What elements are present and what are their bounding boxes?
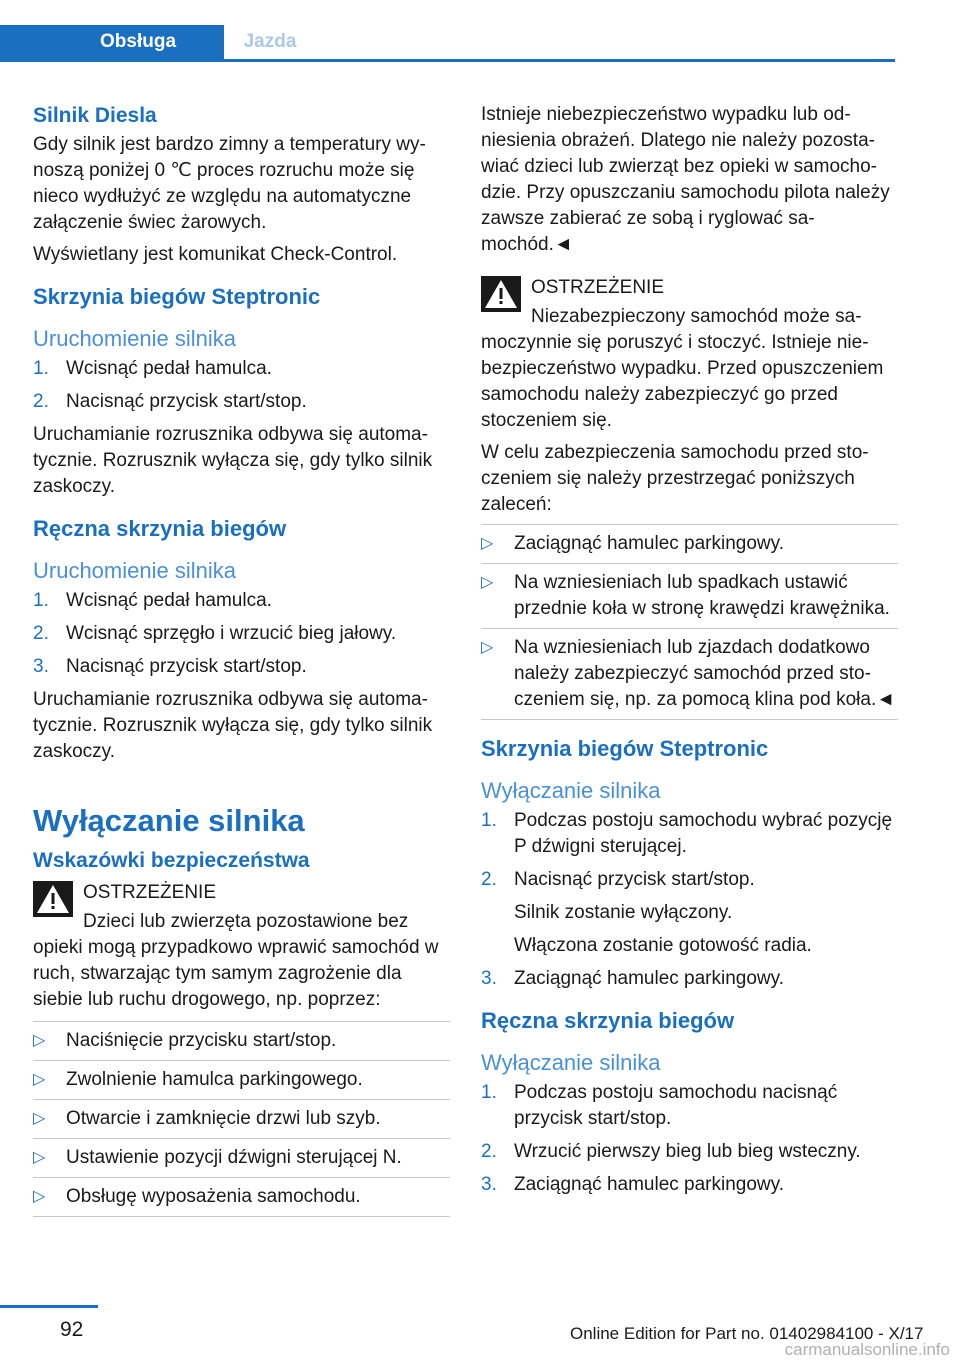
list-item-text: Obsługę wyposażenia samochodu. — [66, 1186, 361, 1207]
warning-title: OSTRZEŻENIE — [531, 277, 665, 298]
engine-off-heading: Wyłączanie silnika — [33, 803, 305, 838]
rolling-protection-paragraph: W celu zabezpieczenia samochodu przed stoczeniem się należy przestrzegać poniższych zaleceń: — [481, 442, 869, 515]
list-item-text: Zaciągnąć hamulec parkingowy. — [514, 533, 785, 554]
step-text: Wcisnąć pedał hamulca. — [66, 590, 272, 611]
step-text: Wrzucić pierwszy bieg lub bieg wsteczny. — [514, 1141, 861, 1162]
list-item — [33, 1022, 450, 1061]
step-text: Zaciągnąć hamulec parkingowy. — [514, 968, 785, 989]
warning-text: Dzieci lub zwierzęta pozostawione bez opieki mogą przypadkowo wprawić samochód w ruch, stwarzając tym samym zagrożenie dla siebie lub ruchu drogowego, np. poprzez: — [33, 911, 439, 1010]
check-control-paragraph: Wyświetlany jest komunikat Check-Control. — [33, 244, 398, 265]
list-item — [481, 629, 898, 720]
step-text: Nacisnąć przycisk start/stop. — [66, 656, 307, 677]
diesel-heading: Silnik Diesla — [33, 104, 157, 127]
manual-off-steps — [481, 1080, 898, 1198]
list-item — [33, 1178, 450, 1217]
steptronic-off-subheading: Wyłączanie silnika — [481, 778, 661, 803]
warning-block — [481, 272, 898, 434]
watermark: carmanualsonline.info — [784, 1340, 950, 1359]
list-item — [33, 1139, 450, 1178]
list-item — [33, 1100, 450, 1139]
warning-triangle-icon — [33, 881, 73, 917]
manual-start-steps — [33, 588, 450, 680]
step-subtext: Włączona zostanie gotowość radia. — [514, 935, 812, 956]
steptronic-off-steps — [481, 808, 898, 992]
list-item-text: Na wzniesieniach lub zjazdach dodatkowo należy zabezpieczyć samochód przed stoczeniem się, np. za pomocą klina pod koła.◄ — [514, 637, 896, 710]
list-item — [481, 808, 898, 860]
manual-off-subheading: Wyłączanie silnika — [481, 1050, 661, 1075]
step-text: Nacisnąć przycisk start/stop. — [66, 391, 307, 412]
step-number: 1. — [481, 810, 497, 831]
step-text: Nacisnąć przycisk start/stop. — [514, 869, 755, 890]
triangle-bullet-icon: ▷ — [481, 639, 494, 656]
list-item — [33, 621, 450, 647]
warning-title: OSTRZEŻENIE — [83, 882, 217, 903]
warning-continuation-paragraph: Istnieje niebezpieczeństwo wypadku lub odniesienia obrażeń. Dlatego nie należy pozostawiać dzieci lub zwierząt bez opieki w samochodzie. Przy opuszczaniu samochodu pilota należy zawsze zabierać ze sobą i ryglować samochód.◄ — [481, 104, 890, 255]
triangle-bullet-icon: ▷ — [33, 1110, 46, 1127]
list-item — [33, 389, 450, 415]
page-number: 92 — [60, 1318, 84, 1341]
list-item — [481, 867, 898, 959]
step-text: Wcisnąć sprzęgło i wrzucić bieg jałowy. — [66, 623, 397, 644]
manual-start-heading: Ręczna skrzynia biegów — [33, 516, 287, 541]
list-item-text: Na wzniesieniach lub spadkach ustawić przednie koła w stronę krawędzi krawężnika. — [514, 572, 890, 619]
step-number: 1. — [481, 1082, 497, 1103]
steptronic-start-heading: Skrzynia biegów Steptronic — [33, 284, 321, 309]
list-item — [481, 525, 898, 564]
step-text: Wcisnąć pedał hamulca. — [66, 358, 272, 379]
list-item — [481, 966, 898, 992]
manual-start-subheading: Uruchomienie silnika — [33, 558, 236, 583]
step-number: 3. — [33, 656, 49, 677]
step-text: Podczas postoju samochodu nacisnąć przycisk start/stop. — [514, 1082, 838, 1129]
step-number: 3. — [481, 968, 497, 989]
section-tabs — [0, 25, 895, 62]
warning-list — [33, 1021, 450, 1217]
right-column — [481, 102, 898, 1205]
step-text: Zaciągnąć hamulec parkingowy. — [514, 1174, 785, 1195]
step-number: 2. — [481, 869, 497, 890]
list-item-text: Zwolnienie hamulca parkingowego. — [66, 1069, 363, 1090]
list-item-text: Ustawienie pozycji dźwigni sterującej N. — [66, 1147, 402, 1168]
tab-jazda[interactable]: Jazda — [243, 31, 297, 52]
step-number: 2. — [33, 623, 49, 644]
steptronic-start-steps — [33, 356, 450, 415]
steptronic-start-paragraph: Uruchamianie rozrusznika odbywa się automatycznie. Rozrusznik wyłącza się, gdy tylko silnik zaskoczy. — [33, 424, 433, 497]
list-item — [481, 1080, 898, 1132]
warning-block — [33, 877, 450, 1013]
list-item-text: Otwarcie i zamknięcie drzwi lub szyb. — [66, 1108, 381, 1129]
steptronic-off-heading: Skrzynia biegów Steptronic — [481, 736, 769, 761]
triangle-bullet-icon: ▷ — [33, 1188, 46, 1205]
tab-obsluga[interactable]: Obsługa — [0, 25, 224, 59]
list-item — [33, 356, 450, 382]
step-number: 3. — [481, 1174, 497, 1195]
triangle-bullet-icon: ▷ — [33, 1032, 46, 1049]
diesel-paragraph: Gdy silnik jest bardzo zimny a temperatury wynoszą poniżej 0 ℃ proces rozruchu może się nieco wydłużyć ze względu na automatyczne załączenie świec żarowych. — [33, 134, 426, 233]
triangle-bullet-icon: ▷ — [33, 1071, 46, 1088]
rolling-protection-list — [481, 524, 898, 720]
steptronic-start-subheading: Uruchomienie silnika — [33, 326, 236, 351]
list-item — [33, 1061, 450, 1100]
step-number: 2. — [33, 391, 49, 412]
step-number: 1. — [33, 590, 49, 611]
safety-heading: Wskazówki bezpieczeństwa — [33, 849, 310, 872]
left-column — [33, 102, 450, 1217]
list-item — [33, 588, 450, 614]
list-item-text: Naciśnięcie przycisku start/stop. — [66, 1030, 337, 1051]
warning-triangle-icon — [481, 276, 521, 312]
manual-start-paragraph: Uruchamianie rozrusznika odbywa się automatycznie. Rozrusznik wyłącza się, gdy tylko silnik zaskoczy. — [33, 689, 433, 762]
step-subtext: Silnik zostanie wyłączony. — [514, 902, 733, 923]
list-item — [481, 1172, 898, 1198]
list-item — [481, 1139, 898, 1165]
footer-rule — [0, 1305, 98, 1308]
triangle-bullet-icon: ▷ — [33, 1149, 46, 1166]
triangle-bullet-icon: ▷ — [481, 574, 494, 591]
list-item — [33, 654, 450, 680]
step-number: 2. — [481, 1141, 497, 1162]
step-text: Podczas postoju samochodu wybrać pozycję P dźwigni sterującej. — [514, 810, 893, 857]
list-item — [481, 564, 898, 629]
edition-note: Online Edition for Part no. 01402984100 - X/17 — [570, 1324, 924, 1343]
step-number: 1. — [33, 358, 49, 379]
triangle-bullet-icon: ▷ — [481, 535, 494, 552]
warning-text: Niezabezpieczony samochód może samoczynnie się poruszyć i stoczyć. Istnieje niebezpieczeństwo wypadku. Przed opuszczeniem samochodu należy zabezpieczyć go przed stoczeniem się. — [481, 306, 884, 431]
manual-off-heading: Ręczna skrzynia biegów — [481, 1008, 735, 1033]
